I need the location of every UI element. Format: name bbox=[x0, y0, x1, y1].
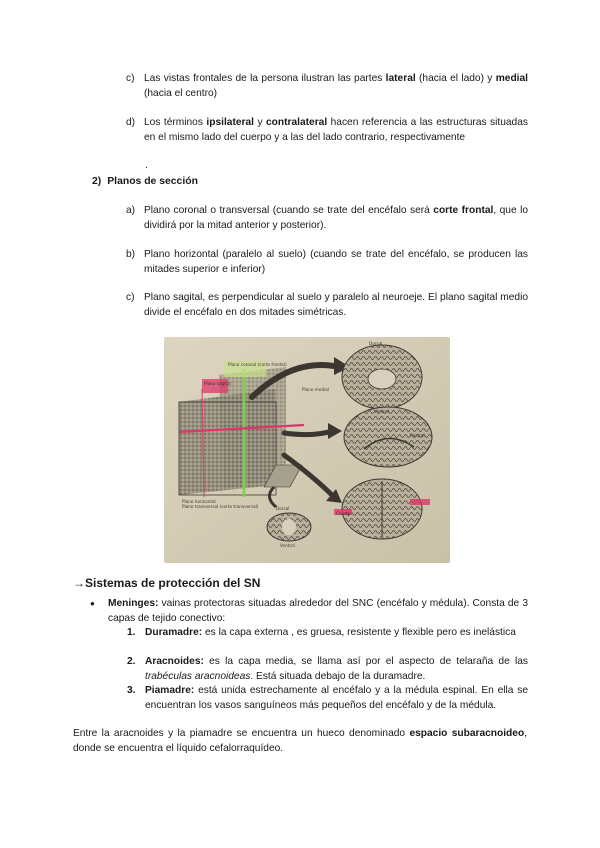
label-horizontal-plane: Plano horizontal bbox=[182, 499, 216, 504]
item-number: 1. bbox=[127, 627, 136, 638]
item-label: a) bbox=[126, 205, 136, 216]
bullet-icon: ● bbox=[90, 599, 95, 608]
label-dorsal: Dorsal bbox=[369, 341, 383, 346]
item-text: Plano sagital, es perpendicular al suelo y paralelo al neuroeje. El plano sagital medio divide el encéfalo en dos mitades simétricas. bbox=[144, 292, 528, 318]
item-text: Plano coronal o transversal (cuando se trate del encéfalo será corte frontal, que lo dividirá por la mitad anterior y posterior). bbox=[144, 205, 529, 231]
label-sagittal-plane: Plano sagital bbox=[204, 381, 231, 386]
item-label: d) bbox=[126, 117, 136, 128]
list-item-d-ipsilateral bbox=[126, 116, 528, 145]
label-median-plane: Plano medial bbox=[302, 387, 330, 392]
list-item-a-coronal bbox=[126, 204, 528, 233]
item-number: 2. bbox=[127, 656, 136, 667]
item-text: Plano horizontal (paralelo al suelo) (cuando se trate del encéfalo, se producen las mitades superior e inferior) bbox=[144, 249, 528, 275]
closing-paragraph: Entre la aracnoides y la piamadre se encuentra un hueco denominado espacio subaracnoideo, donde se encuentra el líquido cefalorraquídeo. bbox=[73, 728, 528, 754]
list-item-b-horizontal bbox=[126, 248, 528, 277]
brain-planes-figure bbox=[164, 337, 450, 563]
stray-dot: . bbox=[145, 160, 148, 171]
label-frontal-plane: Plano coronal (corte frontal) bbox=[228, 362, 287, 367]
label-dorsal-bottom: Dorsal bbox=[276, 506, 290, 511]
label-ventral-bottom: Ventral bbox=[280, 543, 295, 548]
bullet-meninges bbox=[90, 597, 528, 626]
item-label: c) bbox=[126, 292, 135, 303]
section-heading-planos: 2) Planos de sección bbox=[92, 176, 198, 187]
list-item-c-sagital bbox=[126, 291, 528, 320]
label-transverse-plane: Plano transversal (corte transversal) bbox=[182, 504, 259, 509]
item-number: 3. bbox=[127, 685, 136, 696]
meninges-item-aracnoides bbox=[127, 655, 528, 684]
meninges-item-duramadre bbox=[127, 626, 528, 641]
red-label-right-1 bbox=[410, 499, 430, 505]
item-text: Las vistas frontales de la persona ilustran las partes lateral (hacia el lado) y medial (hacia el centro) bbox=[144, 73, 528, 99]
list-item-c-lateral-medial bbox=[126, 72, 528, 101]
item-label: b) bbox=[126, 249, 136, 260]
section-heading-proteccion: →Sistemas de protección del SN bbox=[73, 576, 261, 590]
label-caudal: Caudal bbox=[336, 511, 351, 516]
item-label: c) bbox=[126, 73, 135, 84]
item-text: Los términos ipsilateral y contralateral hacen referencia a las estructuras situadas en el mismo lado del cuerpo y a las del lado contrario, respectivamente bbox=[144, 117, 528, 143]
item-text: Duramadre: es la capa externa , es gruesa, resistente y flexible pero es inelástica bbox=[145, 627, 516, 638]
label-ventral: Ventral bbox=[374, 409, 389, 414]
item-text: Aracnoides: es la capa media, se llama así por el aspecto de telaraña de las trabéculas aracnoideas. Está situada debajo de la duramadre. bbox=[145, 656, 528, 682]
meninges-item-piamadre bbox=[127, 684, 528, 713]
label-rostral: Rostral bbox=[410, 433, 425, 438]
brain-planes-illustration bbox=[164, 337, 450, 563]
bullet-text: Meninges: vainas protectoras situadas alrededor del SNC (encéfalo y médula). Consta de 3 capas de tejido conectivo: bbox=[108, 598, 528, 624]
item-text: Piamadre: está unida estrechamente al encéfalo y a la médula espinal. En ella se encuentran los vasos sanguíneos más pequeños del encéfalo y de la médula. bbox=[145, 685, 528, 711]
